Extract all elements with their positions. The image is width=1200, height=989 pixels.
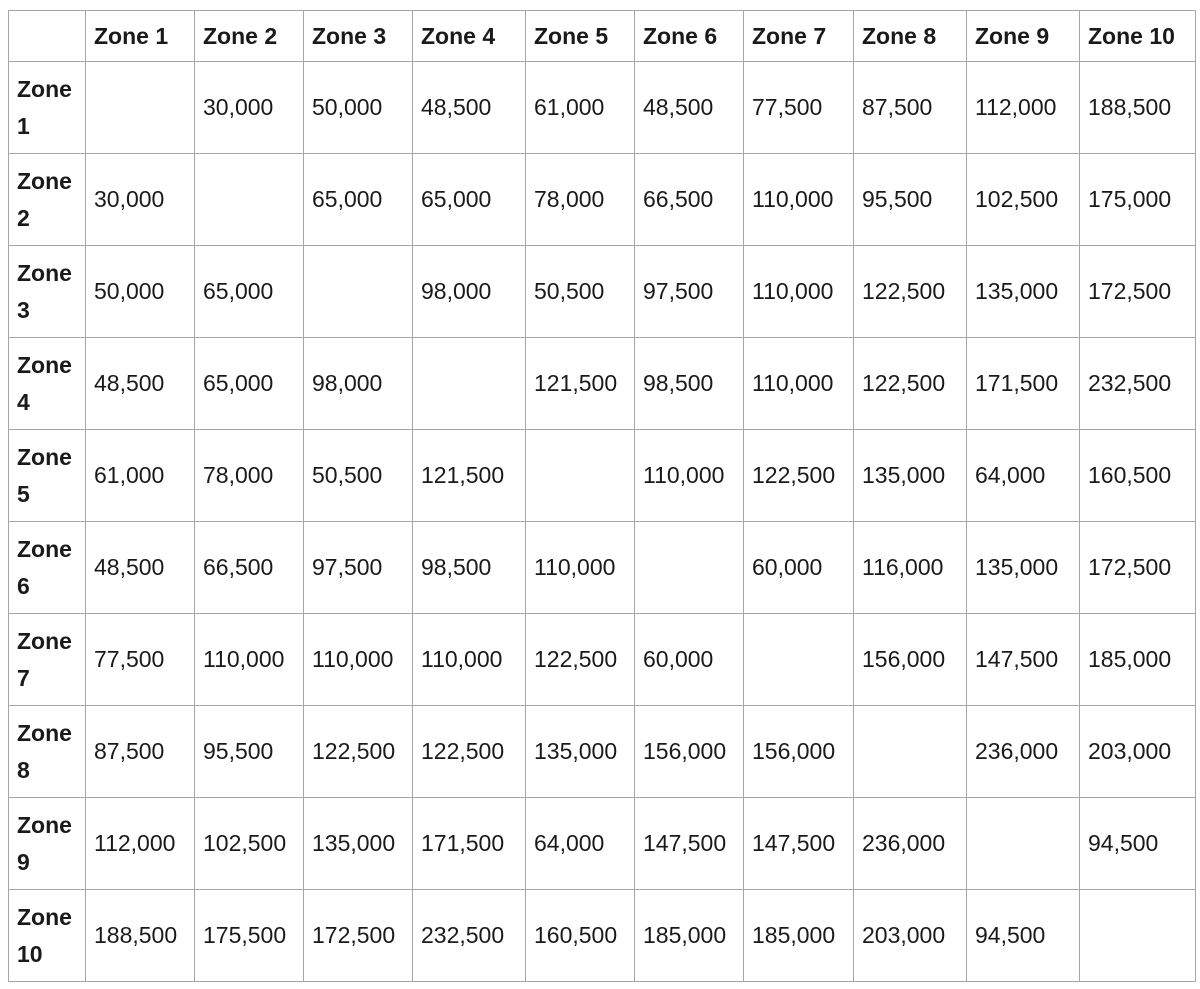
table-cell: 171,500 xyxy=(413,798,526,890)
column-header: Zone 2 xyxy=(195,11,304,62)
column-header: Zone 1 xyxy=(86,11,195,62)
table-cell: 135,000 xyxy=(967,246,1080,338)
table-cell: 147,500 xyxy=(967,614,1080,706)
table-cell xyxy=(744,614,854,706)
table-row xyxy=(9,430,1196,522)
table-cell: 160,500 xyxy=(526,890,635,982)
table-cell: 78,000 xyxy=(526,154,635,246)
table-cell: 236,000 xyxy=(854,798,967,890)
table-cell: 66,500 xyxy=(195,522,304,614)
table-cell: 50,000 xyxy=(304,62,413,154)
table-cell: 30,000 xyxy=(195,62,304,154)
table-cell: 48,500 xyxy=(86,338,195,430)
table-cell: 185,000 xyxy=(635,890,744,982)
table-cell: 203,000 xyxy=(1080,706,1196,798)
table-cell: 65,000 xyxy=(413,154,526,246)
table-cell: 156,000 xyxy=(744,706,854,798)
table-cell xyxy=(1080,890,1196,982)
table-cell: 102,500 xyxy=(195,798,304,890)
table-cell xyxy=(86,62,195,154)
table-cell: 203,000 xyxy=(854,890,967,982)
table-cell: 64,000 xyxy=(967,430,1080,522)
table-cell: 50,500 xyxy=(304,430,413,522)
table-cell: 98,500 xyxy=(413,522,526,614)
table-cell: 66,500 xyxy=(635,154,744,246)
table-cell: 112,000 xyxy=(86,798,195,890)
table-cell: 65,000 xyxy=(195,246,304,338)
table-cell: 175,500 xyxy=(195,890,304,982)
table-cell: 110,000 xyxy=(744,154,854,246)
table-cell: 65,000 xyxy=(304,154,413,246)
table-cell: 95,500 xyxy=(195,706,304,798)
table-cell xyxy=(195,154,304,246)
column-header: Zone 4 xyxy=(413,11,526,62)
table-cell: 112,000 xyxy=(967,62,1080,154)
table-row xyxy=(9,338,1196,430)
table-cell: 160,500 xyxy=(1080,430,1196,522)
table-cell: 116,000 xyxy=(854,522,967,614)
table-cell: 135,000 xyxy=(967,522,1080,614)
row-header: Zone 7 xyxy=(9,614,86,706)
row-header: Zone 2 xyxy=(9,154,86,246)
table-cell xyxy=(413,338,526,430)
table-cell: 97,500 xyxy=(635,246,744,338)
table-cell: 156,000 xyxy=(635,706,744,798)
table-cell: 232,500 xyxy=(1080,338,1196,430)
column-header: Zone 7 xyxy=(744,11,854,62)
column-header: Zone 3 xyxy=(304,11,413,62)
column-header: Zone 8 xyxy=(854,11,967,62)
table-cell: 147,500 xyxy=(635,798,744,890)
table-cell: 121,500 xyxy=(413,430,526,522)
column-header: Zone 9 xyxy=(967,11,1080,62)
table-cell: 172,500 xyxy=(1080,246,1196,338)
table-row xyxy=(9,798,1196,890)
zone-matrix-table xyxy=(8,10,1196,982)
table-cell: 121,500 xyxy=(526,338,635,430)
table-cell: 94,500 xyxy=(1080,798,1196,890)
table-cell: 135,000 xyxy=(854,430,967,522)
table-cell: 77,500 xyxy=(744,62,854,154)
table-cell: 135,000 xyxy=(304,798,413,890)
table-cell: 185,000 xyxy=(1080,614,1196,706)
table-cell: 122,500 xyxy=(413,706,526,798)
table-cell: 188,500 xyxy=(86,890,195,982)
table-cell: 110,000 xyxy=(635,430,744,522)
table-cell: 50,500 xyxy=(526,246,635,338)
row-header: Zone 9 xyxy=(9,798,86,890)
table-cell: 95,500 xyxy=(854,154,967,246)
table-cell xyxy=(967,798,1080,890)
table-cell: 171,500 xyxy=(967,338,1080,430)
table-row xyxy=(9,614,1196,706)
table-cell: 172,500 xyxy=(304,890,413,982)
corner-cell xyxy=(9,11,86,62)
row-header: Zone 8 xyxy=(9,706,86,798)
row-header: Zone 5 xyxy=(9,430,86,522)
table-cell: 122,500 xyxy=(744,430,854,522)
table-cell: 50,000 xyxy=(86,246,195,338)
table-cell: 61,000 xyxy=(526,62,635,154)
table-cell: 98,000 xyxy=(304,338,413,430)
table-row xyxy=(9,522,1196,614)
row-header: Zone 3 xyxy=(9,246,86,338)
table-cell: 110,000 xyxy=(744,338,854,430)
table-cell: 87,500 xyxy=(854,62,967,154)
table-cell: 110,000 xyxy=(304,614,413,706)
table-cell: 175,000 xyxy=(1080,154,1196,246)
table-row xyxy=(9,890,1196,982)
table-cell xyxy=(635,522,744,614)
table-cell: 172,500 xyxy=(1080,522,1196,614)
table-body xyxy=(9,62,1196,982)
column-header: Zone 10 xyxy=(1080,11,1196,62)
row-header: Zone 10 xyxy=(9,890,86,982)
row-header: Zone 4 xyxy=(9,338,86,430)
row-header: Zone 1 xyxy=(9,62,86,154)
table-cell: 60,000 xyxy=(744,522,854,614)
table-cell: 61,000 xyxy=(86,430,195,522)
column-header: Zone 5 xyxy=(526,11,635,62)
table-cell: 60,000 xyxy=(635,614,744,706)
table-cell: 110,000 xyxy=(526,522,635,614)
table-row xyxy=(9,154,1196,246)
table-cell: 110,000 xyxy=(195,614,304,706)
table-cell: 78,000 xyxy=(195,430,304,522)
table-row xyxy=(9,706,1196,798)
table-cell: 110,000 xyxy=(413,614,526,706)
table-cell: 30,000 xyxy=(86,154,195,246)
table-cell: 48,500 xyxy=(86,522,195,614)
table-cell: 48,500 xyxy=(413,62,526,154)
table-cell: 232,500 xyxy=(413,890,526,982)
table-cell: 122,500 xyxy=(854,338,967,430)
table-cell: 188,500 xyxy=(1080,62,1196,154)
table-cell: 185,000 xyxy=(744,890,854,982)
table-cell: 147,500 xyxy=(744,798,854,890)
table-cell: 65,000 xyxy=(195,338,304,430)
table-cell: 122,500 xyxy=(304,706,413,798)
table-cell: 135,000 xyxy=(526,706,635,798)
table-row xyxy=(9,62,1196,154)
table-cell: 122,500 xyxy=(526,614,635,706)
table-cell xyxy=(304,246,413,338)
table-cell: 97,500 xyxy=(304,522,413,614)
header-row xyxy=(9,11,1196,62)
row-header: Zone 6 xyxy=(9,522,86,614)
table-cell: 48,500 xyxy=(635,62,744,154)
table-cell: 98,500 xyxy=(635,338,744,430)
table-cell: 64,000 xyxy=(526,798,635,890)
table-cell: 236,000 xyxy=(967,706,1080,798)
table-cell: 156,000 xyxy=(854,614,967,706)
table-cell: 110,000 xyxy=(744,246,854,338)
table-header xyxy=(9,11,1196,62)
table-cell xyxy=(526,430,635,522)
table-cell: 98,000 xyxy=(413,246,526,338)
table-row xyxy=(9,246,1196,338)
table-cell: 87,500 xyxy=(86,706,195,798)
column-header: Zone 6 xyxy=(635,11,744,62)
table-cell: 102,500 xyxy=(967,154,1080,246)
table-cell xyxy=(854,706,967,798)
table-cell: 77,500 xyxy=(86,614,195,706)
table-cell: 122,500 xyxy=(854,246,967,338)
table-cell: 94,500 xyxy=(967,890,1080,982)
